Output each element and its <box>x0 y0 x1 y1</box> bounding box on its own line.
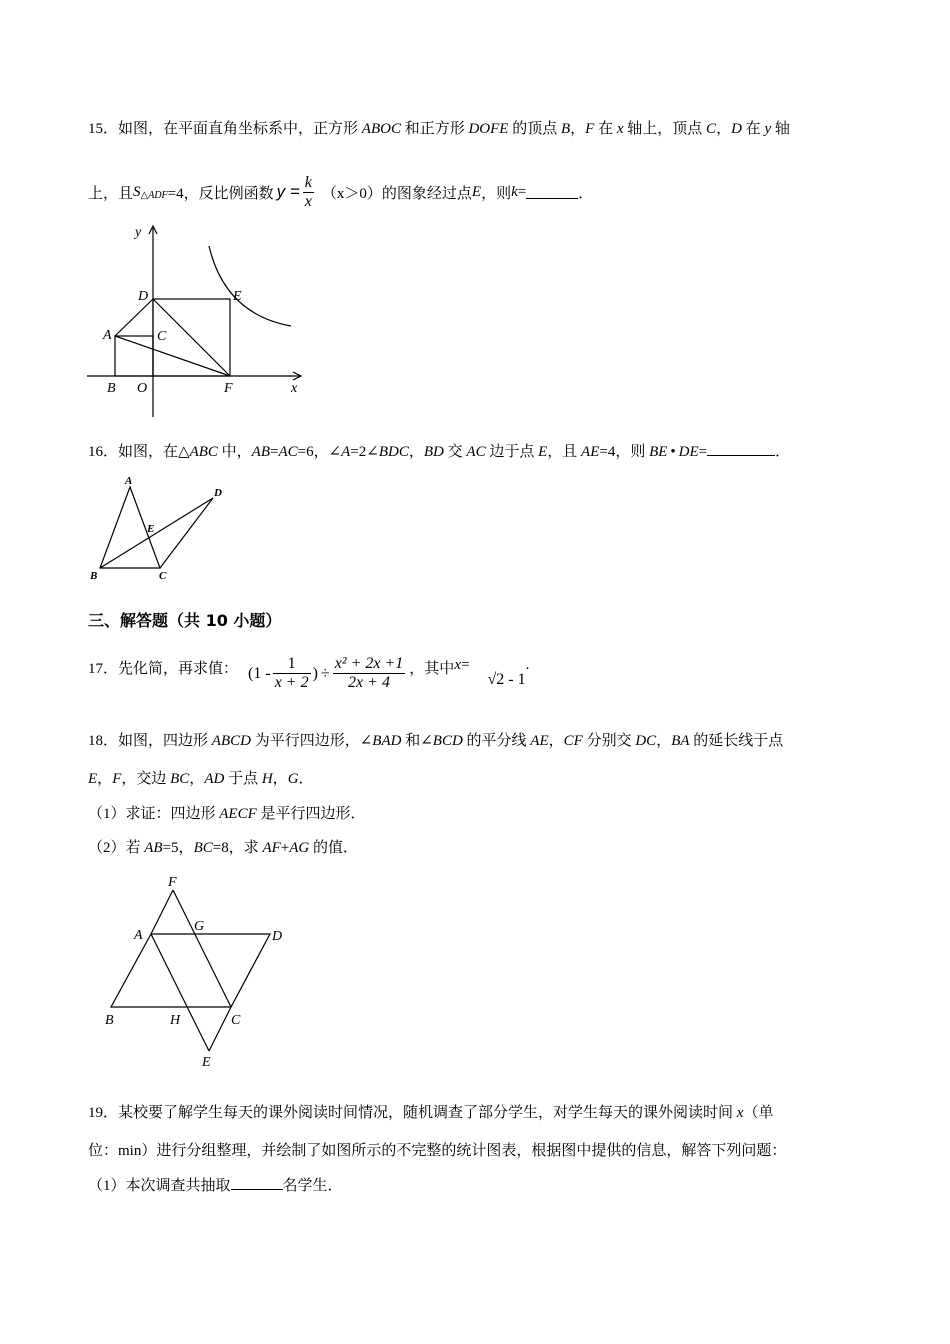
q15-figure <box>85 222 310 422</box>
q16-text: =6，∠ <box>297 444 342 460</box>
q18-text: 的延长线于点 <box>689 733 784 749</box>
q16-text: 中， <box>217 444 252 460</box>
q18-var: CF <box>563 733 583 749</box>
q18-text: ， <box>97 771 113 787</box>
q18-text: ， <box>656 733 672 749</box>
label-h: H <box>170 1013 181 1028</box>
q16-var: AB <box>251 444 270 460</box>
label-a: A <box>134 928 143 943</box>
q17-var: x <box>454 657 461 673</box>
q16-text: = <box>270 444 279 460</box>
q18-text: 的平分线 <box>462 733 531 749</box>
q18-text: 的值． <box>309 840 359 856</box>
q18-var: AECF <box>219 806 257 822</box>
q16-text: 边于点 <box>485 444 539 460</box>
q15-text: 上，且 <box>88 185 134 202</box>
q17-den1: x + 2 <box>274 674 309 691</box>
q15-fraction-den: x <box>304 192 312 210</box>
q18-var: AE <box>530 733 549 749</box>
q15-line2 <box>88 170 593 214</box>
q16-text: • <box>670 444 676 460</box>
q19-text: 某校要了解学生每天的课外阅读时间情况，随机调查了部分学生，对学生每天的课外阅读时间 <box>118 1105 737 1121</box>
parallelogram-abcd <box>111 934 270 1007</box>
q15-text: 轴 <box>771 121 790 137</box>
q19-number: 19． <box>88 1105 119 1121</box>
q15-var: x <box>616 121 624 137</box>
q17-den2: 2x + 4 <box>333 673 406 692</box>
q18-var: BC <box>193 840 213 856</box>
q16-var: E <box>538 444 548 460</box>
q17-paren-open: (1 - <box>248 664 271 682</box>
label-b: B <box>90 570 98 582</box>
q18-var: AG <box>289 840 310 856</box>
q15-text: 轴上，顶点 <box>623 121 707 137</box>
label-o: O <box>137 381 148 396</box>
q17-text: ，其中 <box>409 661 455 677</box>
q17-num1: 1 <box>287 655 296 672</box>
q17-text: . <box>525 657 530 673</box>
segment-ad <box>115 299 153 336</box>
q19-text: 位：min）进行分组整理，并绘制了如图所示的不完整的统计图表，根据图中提供的信息，解答下列问题： <box>88 1143 787 1159</box>
q18-var: BC <box>170 771 190 787</box>
label-c: C <box>157 329 167 344</box>
q18-text: 如图，四边形 <box>118 733 212 749</box>
q15-text: 如图，在平面直角坐标系中，正方形 <box>118 121 362 137</box>
label-b: B <box>107 381 116 396</box>
q17-expression <box>248 655 405 692</box>
q18-var: G <box>287 771 299 787</box>
q16-text: =2∠ <box>350 444 379 460</box>
q16-line <box>88 440 790 461</box>
q19-line2 <box>88 1139 786 1160</box>
label-f: F <box>168 875 177 890</box>
q19-answer-blank <box>231 1176 283 1190</box>
q16-var: A <box>341 444 351 460</box>
q15-text: 和正方形 <box>400 121 469 137</box>
q15-var: C <box>706 121 717 137</box>
q16-var: BDC <box>378 444 409 460</box>
segment-ce <box>209 1007 231 1051</box>
q15-area-symbol: S <box>133 183 141 200</box>
q15-var: DOFE <box>468 121 509 137</box>
segment-af <box>151 890 173 934</box>
q18-text: + <box>280 840 290 856</box>
q18-text: ，交边 <box>121 771 171 787</box>
q15-text: ，则 <box>481 185 512 202</box>
q15-text: 的顶点 <box>508 121 561 137</box>
q17-fraction-2 <box>333 655 406 692</box>
q19-line1 <box>88 1101 773 1122</box>
q16-var: BD <box>423 444 444 460</box>
q16-var: DE <box>678 444 699 460</box>
q16-var: AE <box>581 444 600 460</box>
q16-text: = <box>698 444 708 460</box>
q16-var: BE <box>649 444 668 460</box>
q17-divide: ÷ <box>320 664 330 682</box>
q18-text: 是平行四边形． <box>256 806 366 822</box>
label-c: C <box>159 570 167 582</box>
q18-part1 <box>88 802 366 823</box>
label-b: B <box>105 1013 114 1028</box>
q15-var: F <box>585 121 595 137</box>
q16-var: AC <box>466 444 486 460</box>
q18-text: =5， <box>162 840 194 856</box>
q18-text: 和∠ <box>401 733 433 749</box>
q18-text: ． <box>298 771 314 787</box>
q16-answer-blank <box>707 442 775 456</box>
q16-text: 交 <box>443 444 467 460</box>
q18-var: AB <box>144 840 163 856</box>
q18-text: =8，求 <box>212 840 263 856</box>
q17-line <box>88 652 529 710</box>
q15-var: y <box>764 121 772 137</box>
q18-text: ， <box>548 733 564 749</box>
q17-text: 先化简，再求值： <box>118 661 239 677</box>
label-a: A <box>103 328 112 343</box>
q19-var: x <box>736 1105 744 1121</box>
q15-condition: （x＞0） <box>321 185 382 202</box>
q15-var: B <box>560 121 571 137</box>
q18-var: BCD <box>432 733 463 749</box>
q18-var: H <box>261 771 273 787</box>
q18-var: AD <box>204 771 225 787</box>
q18-line1 <box>88 729 783 750</box>
label-a: A <box>125 475 133 487</box>
q16-text: ． <box>775 444 791 460</box>
label-d: D <box>272 929 283 944</box>
q15-text: ， <box>716 121 732 137</box>
q15-text: =4，反比例函数 <box>167 185 274 202</box>
segment-fc <box>173 890 231 1007</box>
q18-part2 <box>88 836 358 857</box>
q17-num2: x² + 2x +1 <box>334 655 404 672</box>
q15-text: ． <box>578 185 594 202</box>
label-c: C <box>231 1013 241 1028</box>
q15-line1 <box>88 117 790 138</box>
q18-text: ， <box>272 771 288 787</box>
q15-number: 15． <box>88 121 119 137</box>
q18-number: 18． <box>88 733 119 749</box>
q17-paren-close: ) <box>312 664 318 682</box>
label-g: G <box>194 919 205 934</box>
q16-number: 16． <box>88 444 119 460</box>
hyperbola-curve <box>209 246 291 326</box>
label-e: E <box>147 523 155 535</box>
q19-part1 <box>88 1174 343 1195</box>
q15-var: D <box>731 121 742 137</box>
q18-text: 分别交 <box>582 733 636 749</box>
segment-cd <box>160 498 213 568</box>
q17-text: = <box>460 657 470 673</box>
q18-var: BAD <box>372 733 402 749</box>
segment-ae <box>151 934 209 1051</box>
q15-text: ， <box>570 121 586 137</box>
q18-var: E <box>88 771 98 787</box>
q18-var: BA <box>671 733 690 749</box>
q15-fraction <box>303 174 314 211</box>
q15-answer-blank <box>526 185 578 199</box>
q17-number: 17． <box>88 661 119 677</box>
q19-text: （1）本次调查共抽取 <box>88 1178 231 1194</box>
q18-var: ABCD <box>211 733 251 749</box>
label-d: D <box>138 289 149 304</box>
q15-function-lhs: y = <box>276 182 300 201</box>
label-e: E <box>202 1055 211 1070</box>
q16-text: ， <box>408 444 424 460</box>
label-y: y <box>135 225 142 240</box>
q16-figure <box>85 472 235 587</box>
q15-var: k <box>511 183 518 200</box>
q18-figure <box>98 868 298 1073</box>
segment-af <box>115 336 230 376</box>
q15-text: = <box>517 183 527 200</box>
label-f: F <box>224 381 233 396</box>
q18-text: 于点 <box>224 771 262 787</box>
q16-text: 如图，在△ <box>118 444 190 460</box>
label-x: x <box>291 381 298 396</box>
q16-var: AC <box>278 444 298 460</box>
q15-var: ABOC <box>361 121 401 137</box>
q15-text: 的图象经过点 <box>381 185 472 202</box>
q16-text: ，且 <box>547 444 582 460</box>
q15-var: E <box>471 183 482 200</box>
q18-text: 为平行四边形，∠ <box>250 733 373 749</box>
q19-text: （单 <box>743 1105 774 1121</box>
q18-var: AF <box>262 840 281 856</box>
q16-text: =4，则 <box>599 444 650 460</box>
q15-area-subscript: △ADF <box>140 189 168 201</box>
q16-var: ABC <box>189 444 218 460</box>
q18-text: （2）若 <box>88 840 145 856</box>
q15-text: 在 <box>594 121 617 137</box>
label-e: E <box>233 289 242 304</box>
q18-var: F <box>112 771 122 787</box>
q19-text: 名学生． <box>282 1178 343 1194</box>
section-3-title: 三、解答题（共 10 小题） <box>88 611 282 630</box>
q17-value: √2 - 1 <box>487 671 526 688</box>
q18-text: （1）求证：四边形 <box>88 806 220 822</box>
q18-text: ， <box>189 771 205 787</box>
q17-fraction-1 <box>273 655 311 692</box>
q18-line2 <box>88 767 314 788</box>
q15-fraction-num: k <box>304 173 312 191</box>
q15-text: 在 <box>741 121 765 137</box>
q18-var: DC <box>635 733 657 749</box>
label-d: D <box>214 487 222 499</box>
